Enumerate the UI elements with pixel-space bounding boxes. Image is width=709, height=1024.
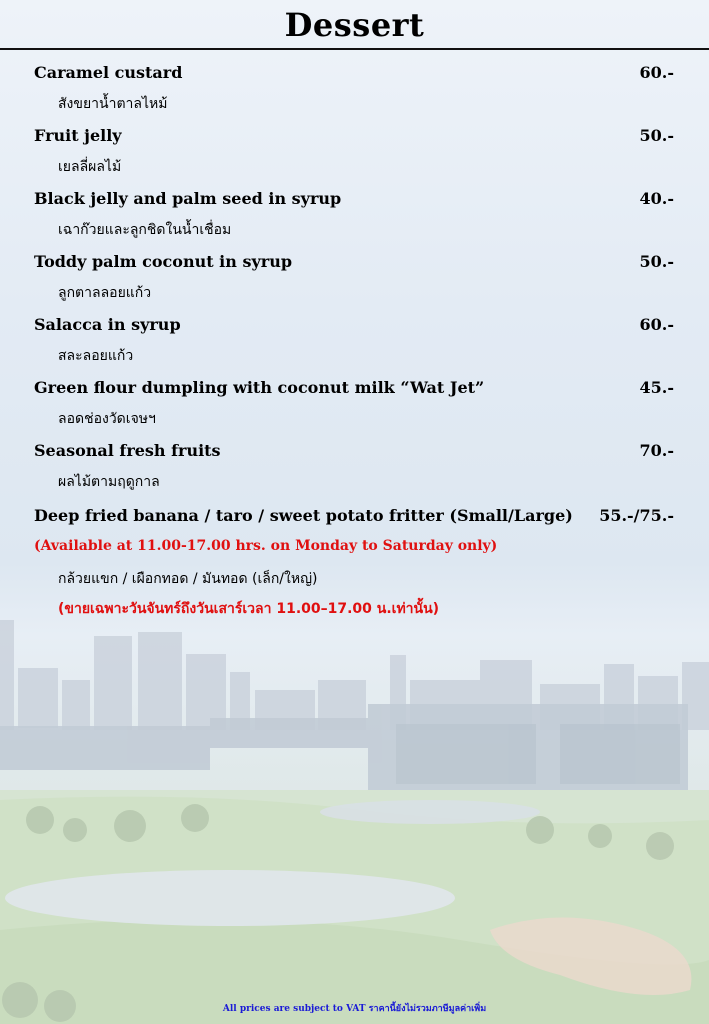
item-thai-name: ลอดช่องวัดเจษฯ	[58, 411, 156, 427]
item-thai-name: เฉาก๊วยและลูกชิดในน้ำเชื่อม	[58, 222, 232, 238]
item-price: 55.-/75.-	[599, 506, 674, 525]
item-name: Salacca in syrup	[34, 315, 181, 334]
page-title: Dessert	[284, 6, 425, 44]
availability-note-english: (Available at 11.00-17.00 hrs. on Monday to Saturday only)	[34, 538, 498, 554]
item-thai-name: ลูกตาลลอยแก้ว	[58, 285, 152, 301]
item-name: Green flour dumpling with coconut milk “Wat Jet”	[34, 378, 485, 397]
item-name: Seasonal fresh fruits	[34, 441, 221, 460]
item-price: 60.-	[639, 315, 674, 334]
item-price: 45.-	[639, 378, 674, 397]
item-price: 50.-	[639, 252, 674, 271]
item-name: Toddy palm coconut in syrup	[34, 252, 293, 271]
item-price: 40.-	[639, 189, 674, 208]
item-thai-name: สังขยาน้ำตาลไหม้	[58, 96, 168, 112]
item-name: Caramel custard	[34, 63, 183, 82]
title-divider	[0, 48, 709, 50]
item-price: 60.-	[639, 63, 674, 82]
item-name: Deep fried banana / taro / sweet potato fritter (Small/Large)	[34, 506, 573, 525]
item-thai-name: เยลลี่ผลไม้	[58, 159, 122, 175]
availability-note-thai: (ขายเฉพาะวันจันทร์ถึงวันเสาร์เวลา 11.00–17.00 น.เท่านั้น)	[58, 601, 440, 617]
item-thai-name: สละลอยแก้ว	[58, 348, 134, 364]
item-thai-name: ผลไม้ตามฤดูกาล	[58, 474, 160, 490]
vat-footer-note: All prices are subject to VAT ราคานี้ยังไม่รวมภาษีมูลค่าเพิ่ม	[222, 1004, 487, 1014]
item-price: 70.-	[639, 441, 674, 460]
item-name: Fruit jelly	[34, 126, 122, 145]
item-price: 50.-	[639, 126, 674, 145]
item-name: Black jelly and palm seed in syrup	[34, 189, 342, 208]
fritter-thai-name: กล้วยแขก / เผือกทอด / มันทอด (เล็ก/ใหญ่)	[58, 571, 318, 587]
